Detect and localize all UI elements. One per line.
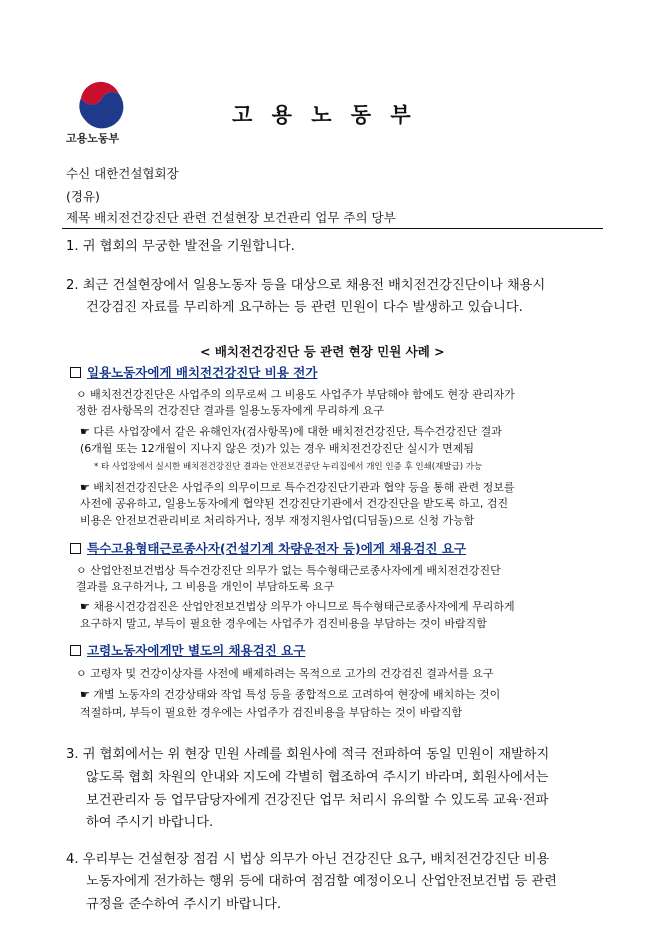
case-1-heading xyxy=(70,365,317,381)
checkbox-square-icon xyxy=(70,645,81,656)
subject-divider xyxy=(62,228,603,229)
case-2-desc-line-2: 결과를 요구하거나, 그 비용을 개인이 부담하도록 요구 xyxy=(76,580,335,593)
case-1-action-a-line-2: (6개월 또는 12개월이 지나지 않은 것)가 있는 경우 배치전건강진단 실시가 면제됨 xyxy=(80,442,474,455)
case-1-action-b-line-2: 사전에 공유하고, 일용노동자에게 협약된 건강진단기관에서 건강진단을 받도록 하고, 검진 xyxy=(80,497,509,510)
org-title: 고 용 노 동 부 xyxy=(232,103,417,127)
checkbox-square-icon xyxy=(70,367,81,378)
case-2-title: 특수고용형태근로종사자(건설기계 차량운전자 등)에게 채용검진 요구 xyxy=(87,541,467,556)
paragraph-2-line-1: 2. 최근 건설현장에서 일용노동자 등을 대상으로 채용전 배치전건강진단이나 채용시 xyxy=(66,278,546,293)
logo xyxy=(66,78,136,148)
paragraph-4-line-3: 규정을 준수하여 주시기 바랍니다. xyxy=(86,897,282,912)
case-1-action-b-line-1: ☛ 배치전건강진단은 사업주의 의무이므로 특수건강진단기관과 협약 등을 통해 관련 정보를 xyxy=(80,481,515,494)
cases-title: < 배치전건강진단 등 관련 현장 민원 사례 > xyxy=(200,344,445,359)
taegeuk-logo-icon xyxy=(75,78,127,130)
case-1-action-a-line-1: ☛ 다른 사업장에서 같은 유해인자(검사항목)에 대한 배치전건강진단, 특수건강진단 결과 xyxy=(80,425,502,438)
case-3-title: 고령노동자에게만 별도의 채용검진 요구 xyxy=(87,643,306,658)
case-1-desc-line-1: ㅇ 배치전건강진단은 사업주의 의무로써 그 비용도 사업주가 부담해야 함에도 현장 관리자가 xyxy=(76,388,515,401)
case-3-heading xyxy=(70,643,305,659)
paragraph-4-line-2: 노동자에게 전가하는 행위 등에 대하여 점검할 예정이오니 산업안전보건법 등 관련 xyxy=(86,874,557,889)
paragraph-2-line-2: 건강검진 자료를 무리하게 요구하는 등 관련 민원이 다수 발생하고 있습니다. xyxy=(86,300,523,315)
case-3-action-line-1: ☛ 개별 노동자의 건강상태와 작업 특성 등을 종합적으로 고려하여 현장에 배치하는 것이 xyxy=(80,688,501,701)
case-1-action-b-line-3: 비용은 안전보건관리비로 처리하거나, 정부 재정지원사업(디딤돌)으로 신청 가능함 xyxy=(80,514,475,527)
case-2-action-line-2: 요구하지 말고, 부득이 필요한 경우에는 사업주가 검진비용을 부담하는 것이 바람직함 xyxy=(80,617,487,630)
case-3-action-line-2: 적절하며, 부득이 필요한 경우에는 사업주가 검진비용을 부담하는 것이 바람직함 xyxy=(80,706,463,719)
subject-line: 제목 배치전건강진단 관련 건설현장 보건관리 업무 주의 당부 xyxy=(66,210,396,225)
paragraph-3-line-2: 않도록 협회 차원의 안내와 지도에 각별히 협조하여 주시기 바라며, 회원사에서는 xyxy=(86,770,549,785)
case-2-action-line-1: ☛ 채용시건강검진은 산업안전보건법상 의무가 아니므로 특수형태근로종사자에게 무리하게 xyxy=(80,600,515,613)
case-2-desc-line-1: ㅇ 산업안전보건법상 특수건강진단 의무가 없는 특수형태근로종사자에게 배치전건강진단 xyxy=(76,564,501,577)
case-3-desc-line-1: ㅇ 고령자 및 건강이상자를 사전에 배제하려는 목적으로 고가의 건강검진 결과서를 요구 xyxy=(76,667,494,680)
paragraph-3-line-1: 3. 귀 협회에서는 위 현장 민원 사례를 회원사에 적극 전파하여 동일 민원이 재발하지 xyxy=(66,747,550,762)
paragraph-3-line-4: 하여 주시기 바랍니다. xyxy=(86,815,214,830)
recipient-line: 수신 대한건설협회장 xyxy=(66,166,179,181)
case-1-note: * 타 사업장에서 실시한 배치전건강진단 결과는 안전보건공단 누리집에서 개인 인증 후 인쇄(재발급) 가능 xyxy=(94,462,483,472)
logo-text: 고용노동부 xyxy=(66,132,120,145)
checkbox-square-icon xyxy=(70,543,81,554)
paragraph-3-line-3: 보건관리자 등 업무담당자에게 건강진단 업무 처리시 유의할 수 있도록 교육·전파 xyxy=(86,793,549,808)
paragraph-4-line-1: 4. 우리부는 건설현장 점검 시 법상 의무가 아닌 건강진단 요구, 배치전건강진단 비용 xyxy=(66,852,550,867)
case-1-title: 일용노동자에게 배치전건강진단 비용 전가 xyxy=(87,365,318,380)
case-1-desc-line-2: 정한 검사항목의 건강진단 결과를 일용노동자에게 무리하게 요구 xyxy=(76,404,384,417)
case-2-heading xyxy=(70,541,466,557)
paragraph-1: 1. 귀 협회의 무궁한 발전을 기원합니다. xyxy=(66,239,295,254)
via-line: (경유) xyxy=(66,189,100,204)
